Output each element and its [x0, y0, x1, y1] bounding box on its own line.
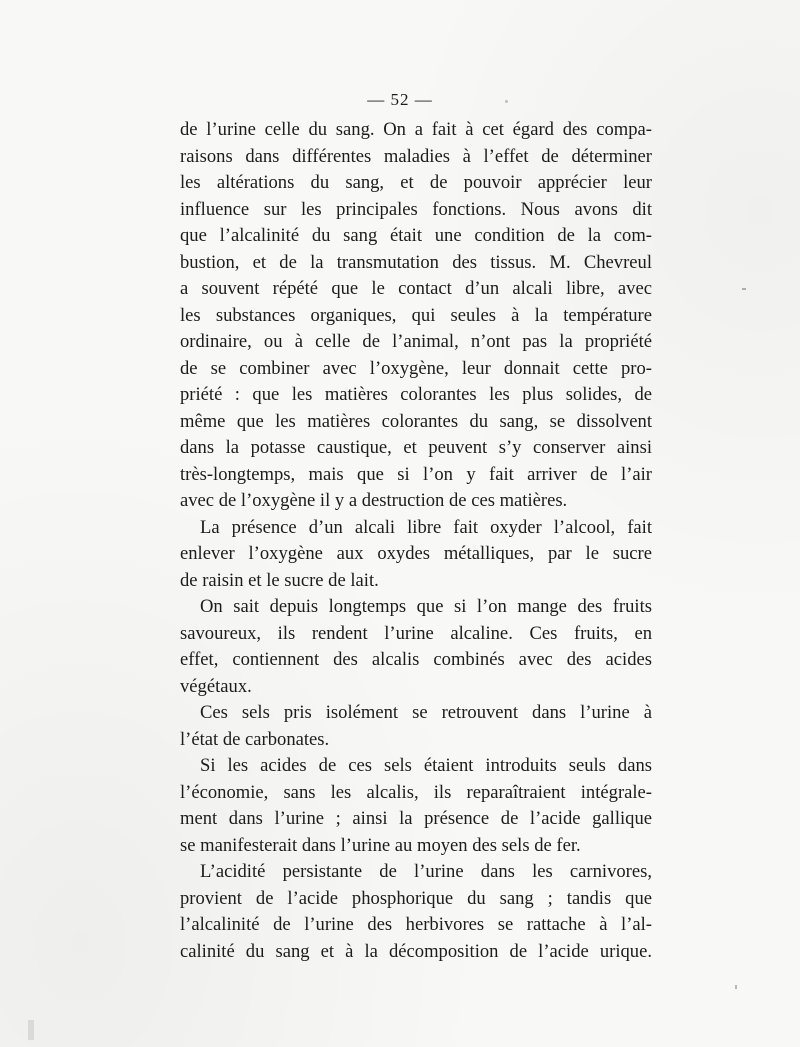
text-line: que l’alcalinité du sang était une condition de la com-: [180, 225, 652, 246]
body-text: [180, 117, 652, 965]
page-number: — 52 —: [367, 90, 433, 109]
text-line: savoureux, ils rendent l’urine alcaline. Ces fruits, en: [180, 622, 652, 644]
text-line: l’alcalinité de l’urine des herbivores se rattache à l’al-: [180, 914, 652, 935]
text-line: même que les matières colorantes du sang, se dissolvent: [180, 410, 652, 432]
text-line: l’état de carbonates.: [180, 728, 330, 750]
text-line: végétaux.: [180, 675, 252, 697]
text-line: de raisin et le sucre de lait.: [180, 569, 379, 591]
text-line: très-longtemps, mais que si l’on y fait arriver de l’air: [180, 463, 652, 485]
text-line: raisons dans différentes maladies à l’effet de déterminer: [180, 145, 652, 167]
text-line: avec de l’oxygène il y a destruction de ces matières.: [180, 490, 568, 511]
text-line: les substances organiques, qui seules à la température: [180, 304, 652, 326]
paper-speck: [735, 985, 737, 989]
text-line: La présence d’un alcali libre fait oxyder l’alcool, fait: [200, 516, 652, 538]
text-line: a souvent répété que le contact d’un alcali libre, avec: [180, 278, 652, 299]
text-line: les altérations du sang, et de pouvoir apprécier leur: [180, 172, 652, 193]
text-line: effet, contiennent des alcalis combinés avec des acides: [180, 649, 652, 670]
text-line: ordinaire, ou à celle de l’animal, n’ont pas la propriété: [180, 331, 652, 352]
text-line: influence sur les principales fonctions. Nous avons dit: [180, 198, 652, 220]
text-line: dans la potasse caustique, et peuvent s’y conserver ainsi: [180, 437, 652, 458]
text-line: L’acidité persistante de l’urine dans les carnivores,: [200, 861, 652, 882]
text-line: provient de l’acide phosphorique du sang ; tandis que: [180, 887, 652, 909]
paper-smudge: [28, 1020, 34, 1040]
text-line: de se combiner avec l’oxygène, leur donnait cette pro-: [180, 357, 652, 379]
text-line: priété : que les matières colorantes les plus solides, de: [180, 384, 652, 405]
text-line: On sait depuis longtemps que si l’on mange des fruits: [200, 596, 652, 617]
text-line: bustion, et de la transmutation des tissus. M. Chevreul: [180, 251, 652, 273]
paper-speck: [505, 100, 508, 103]
text-line: enlever l’oxygène aux oxydes métalliques, par le sucre: [180, 543, 652, 564]
text-line: calinité du sang et à la décomposition de l’acide urique.: [180, 940, 652, 962]
text-line: Si les acides de ces sels étaient introduits seuls dans: [200, 755, 652, 776]
paper-speck: [742, 288, 746, 290]
text-line: ment dans l’urine ; ainsi la présence de l’acide gallique: [180, 808, 652, 829]
text-line: de l’urine celle du sang. On a fait à cet égard des compa-: [180, 119, 652, 140]
text-line: Ces sels pris isolément se retrouvent dans l’urine à: [200, 702, 652, 723]
text-line: se manifesterait dans l’urine au moyen des sels de fer.: [180, 834, 581, 856]
text-line: l’économie, sans les alcalis, ils reparaîtraient intégrale-: [180, 781, 652, 803]
